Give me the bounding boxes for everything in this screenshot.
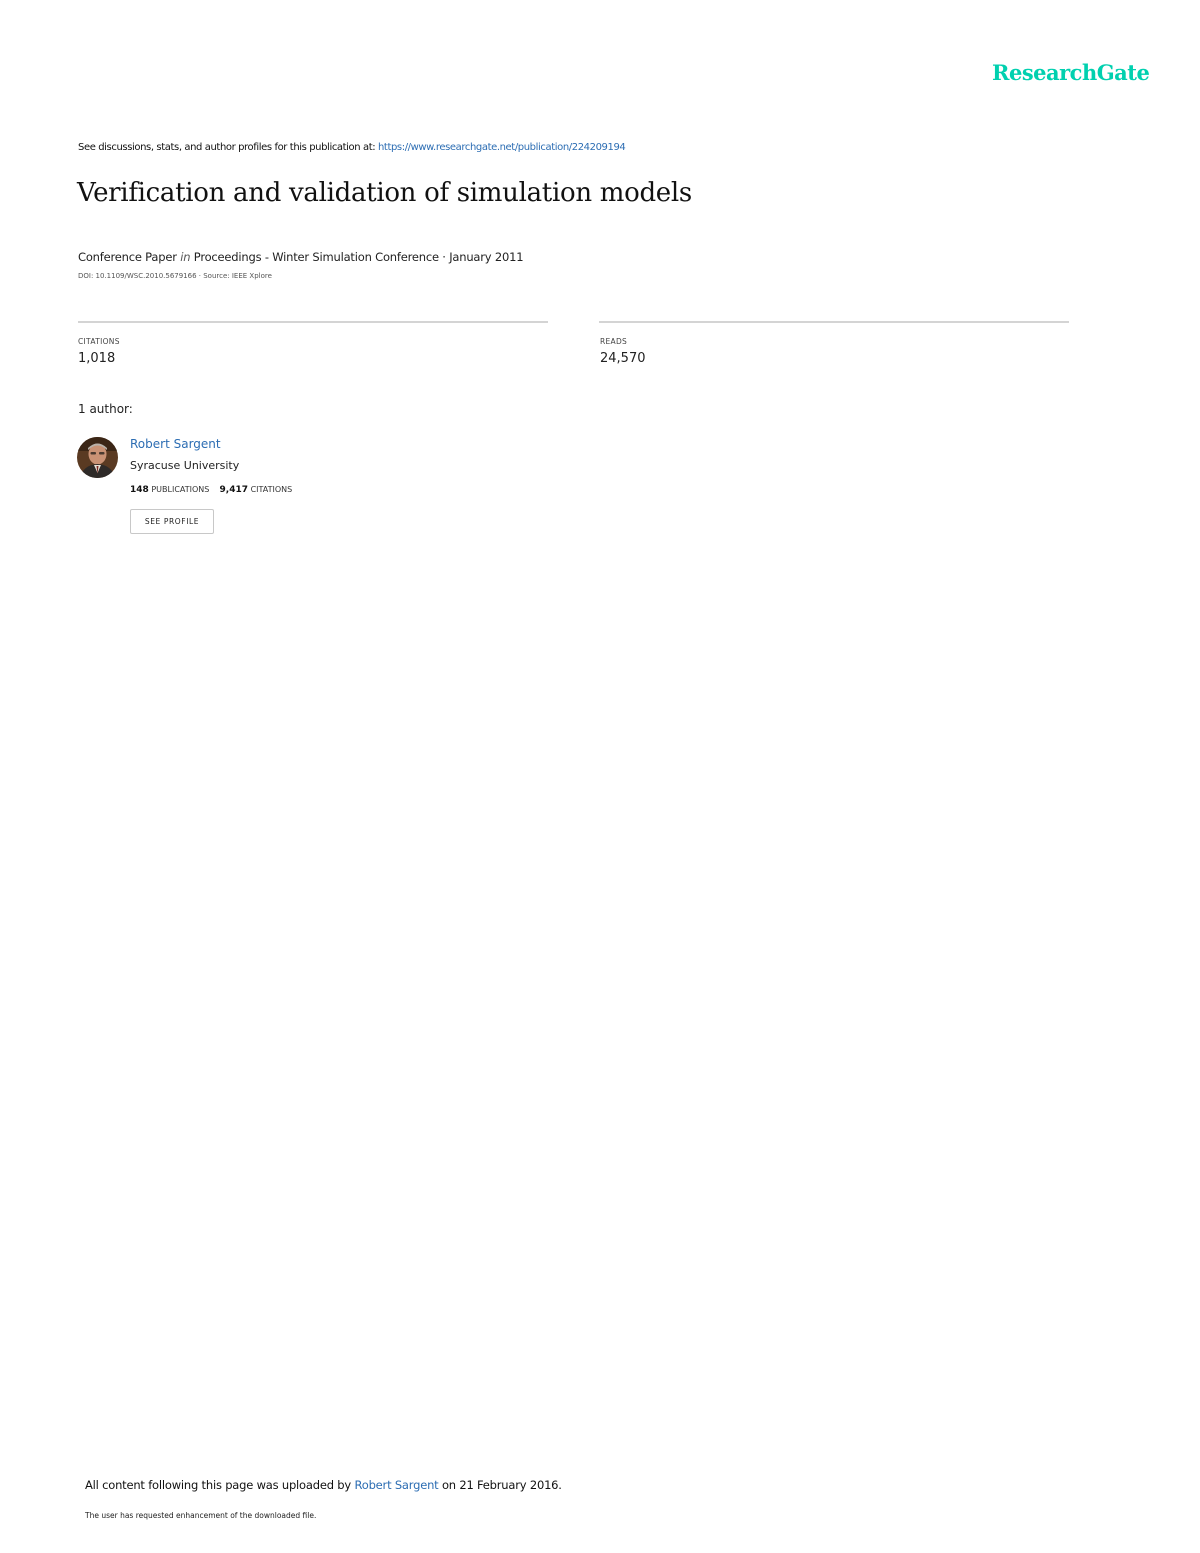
- citations-divider: [78, 321, 548, 323]
- reads-divider: [599, 321, 1069, 323]
- citations-value: 1,018: [78, 351, 116, 366]
- author-publications-count: 148: [130, 485, 149, 495]
- researchgate-logo[interactable]: ResearchGate: [992, 60, 1150, 85]
- publication-notice: [78, 142, 625, 153]
- author-avatar[interactable]: [77, 437, 118, 478]
- author-photo-icon: [77, 437, 118, 478]
- publication-link[interactable]: https://www.researchgate.net/publication/224209194: [377, 142, 626, 153]
- publication-venue-date: Proceedings - Winter Simulation Conference · January 2011: [193, 250, 524, 264]
- in-label: in: [180, 250, 191, 264]
- author-affiliation: Syracuse University: [130, 459, 240, 472]
- publication-type: Conference Paper: [78, 250, 177, 264]
- doi-source: DOI: 10.1109/WSC.2010.5679166 · Source: IEEE Xplore: [78, 272, 272, 280]
- upload-notice: [85, 1478, 562, 1492]
- author-citations-count: 9,417: [219, 485, 249, 495]
- enhancement-note: The user has requested enhancement of the downloaded file.: [85, 1511, 317, 1520]
- notice-prefix: See discussions, stats, and author profiles for this publication at:: [78, 142, 376, 153]
- publication-meta: [78, 250, 523, 264]
- author-name-link[interactable]: Robert Sargent: [130, 437, 221, 451]
- author-stats: [130, 485, 292, 495]
- upload-suffix: on 21 February 2016.: [441, 1478, 562, 1492]
- upload-prefix: All content following this page was uploaded by: [85, 1478, 351, 1492]
- see-profile-button[interactable]: SEE PROFILE: [130, 509, 214, 534]
- reads-value: 24,570: [600, 351, 646, 366]
- author-publications-label: PUBLICATIONS: [151, 485, 210, 494]
- citations-label: CITATIONS: [78, 337, 120, 346]
- uploader-link[interactable]: Robert Sargent: [354, 1478, 439, 1492]
- reads-label: READS: [600, 337, 628, 346]
- publication-title: Verification and validation of simulation models: [77, 178, 692, 208]
- author-count: 1 author:: [78, 402, 133, 416]
- author-citations-label: CITATIONS: [250, 485, 293, 494]
